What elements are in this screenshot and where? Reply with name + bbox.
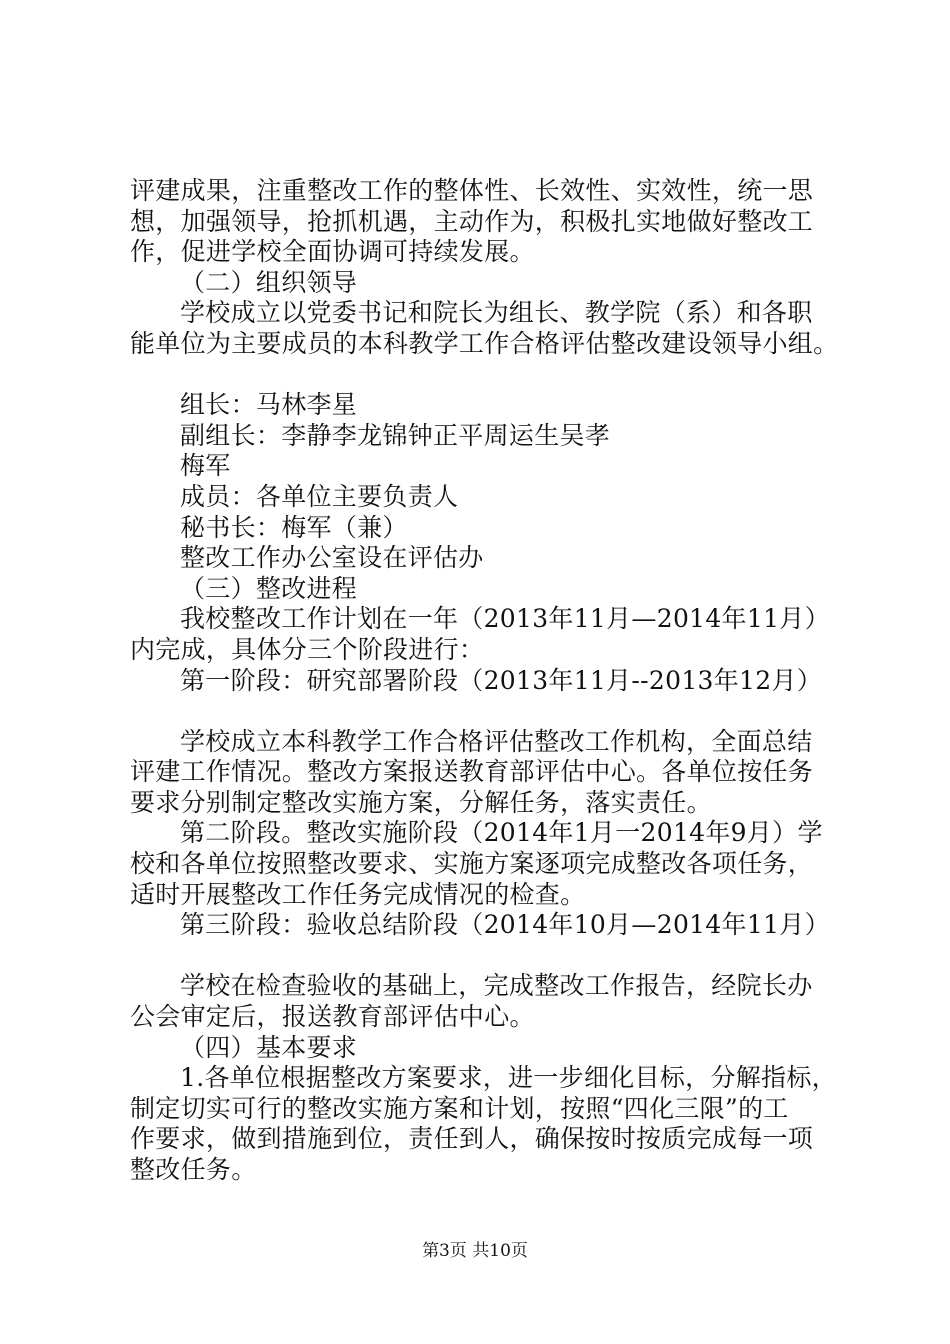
text-line: 公会审定后，报送教育部评估中心。 <box>130 1002 535 1032</box>
text-line: 第二阶段。整改实施阶段（2014年1月一2014年9月）学 <box>180 818 823 848</box>
text-line: 秘书长：梅军（兼） <box>180 512 408 542</box>
text-line: 整改任务。 <box>130 1155 257 1184</box>
text-line: 制定切实可行的整改实施方案和计划，按照“四化三限”的工 <box>130 1093 789 1123</box>
text-line: （三）整改进程 <box>180 573 358 603</box>
blank-line <box>130 360 830 391</box>
text-line: 作要求，做到措施到位，责任到人，确保按时按质完成每一项 <box>130 1124 814 1154</box>
text-line: （二）组织领导 <box>180 267 358 297</box>
text-line: （四）基本要求 <box>180 1032 358 1062</box>
text-line: 学校成立本科教学工作合格评估整改工作机构，全面总结 <box>180 726 813 756</box>
text-line: 要求分别制定整改实施方案，分解任务，落实责任。 <box>130 787 712 817</box>
text-line: 适时开展整改工作任务完成情况的检查。 <box>130 879 586 909</box>
text-line: 评建成果，注重整改工作的整体性、长效性、实效性，统一思 <box>130 176 814 205</box>
blank-line <box>130 696 830 727</box>
text-line: 我校整改工作计划在一年（2013年11月—2014年11月） <box>180 604 830 634</box>
text-line: 第三阶段：验收总结阶段（2014年10月—2014年11月） <box>180 910 830 940</box>
text-line: 能单位为主要成员的本科教学工作合格评估整改建设领导小组。 <box>130 328 839 358</box>
text-line: 学校成立以党委书记和院长为组长、教学院（系）和各职 <box>180 298 813 328</box>
text-line: 第一阶段：研究部署阶段（2013年11月--2013年12月） <box>180 665 823 695</box>
text-line: 作，促进学校全面协调可持续发展。 <box>130 237 535 267</box>
text-line: 梅军 <box>180 451 231 481</box>
text-line: 副组长：李静李龙锦钟正平周运生吴孝 <box>180 420 611 450</box>
text-line: 评建工作情况。整改方案报送教育部评估中心。各单位按任务 <box>130 757 814 787</box>
document-body <box>130 176 839 1186</box>
text-line: 成员：各单位主要负责人 <box>180 481 459 511</box>
text-line: 想，加强领导，抢抓机遇，主动作为，积极扎实地做好整改工 <box>130 206 814 236</box>
text-line: 校和各单位按照整改要求、实施方案逐项完成整改各项任务， <box>130 849 814 879</box>
page-footer: 第3页 共10页 <box>422 1241 528 1261</box>
blank-line <box>130 941 830 972</box>
text-line: 1.各单位根据整改方案要求，进一步细化目标，分解指标， <box>180 1063 837 1093</box>
text-line: 学校在检查验收的基础上，完成整改工作报告，经院长办 <box>180 971 813 1001</box>
text-line: 内完成，具体分三个阶段进行： <box>130 634 485 664</box>
text-line: 组长：马林李星 <box>180 390 358 420</box>
text-line: 整改工作办公室设在评估办 <box>180 543 484 573</box>
